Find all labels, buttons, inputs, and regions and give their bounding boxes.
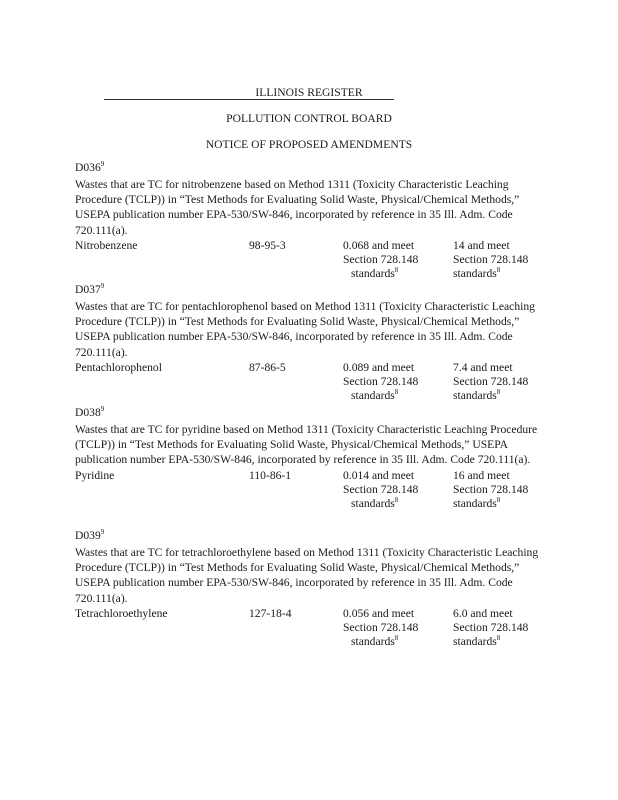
waste-entry-d038 [75, 406, 545, 515]
waste-code: $D036^9$ [75, 160, 105, 174]
waste-code: $D038^9$ [75, 405, 105, 419]
constituent-row [75, 607, 545, 653]
constituent-name: Pyridine [75, 468, 115, 482]
waste-description: Wastes that are TC for pyridine based on Method 1311 (Toxicity Characteristic Leaching Procedure (TCLP)) in “Test Methods for Evaluating Solid Waste, Physical/Chemical Methods,” USEPA publication number EPA-530/SW-846, incorporated by reference in 35 Ill. Adm. Code 720.111(a). [75, 423, 538, 467]
constituent-row [75, 469, 545, 515]
register-title: ILLINOIS REGISTER [255, 86, 363, 99]
nonwastewater-standard: 7.4 and meet Section 728.148 standards$^8$ [453, 360, 529, 402]
waste-description: Wastes that are TC for nitrobenzene based on Method 1311 (Toxicity Characteristic Leaching Procedure (TCLP)) in “Test Methods for Evaluating Solid Waste, Physical/Chemical Methods,” USEPA publication number EPA-530/SW-846, incorporated by reference in 35 Ill. Adm. Code 720.111(a). [75, 178, 520, 237]
board-title: POLLUTION CONTROL BOARD [226, 112, 392, 125]
wastewater-standard: 0.014 and meet Section 728.148 standards$^8$ [343, 468, 419, 510]
waste-description: Wastes that are TC for pentachlorophenol based on Method 1311 (Toxicity Characteristic Leaching Procedure (TCLP)) in “Test Methods for Evaluating Solid Waste, Physical/Chemical Methods,” USEPA publication number EPA-530/SW-846, incorporated by reference in 35 Ill. Adm. Code 720.111(a). [75, 300, 535, 359]
waste-description: Wastes that are TC for tetrachloroethylene based on Method 1311 (Toxicity Characteristic Leaching Procedure (TCLP)) in “Test Methods for Evaluating Solid Waste, Physical/Chemical Methods,” USEPA publication number EPA-530/SW-846, incorporated by reference in 35 Ill. Adm. Code 720.111(a). [75, 546, 539, 605]
cas-number: 98-95-3 [249, 238, 286, 252]
nonwastewater-standard: 6.0 and meet Section 728.148 standards$^8$ [453, 606, 529, 648]
cas-number: 127-18-4 [249, 606, 292, 620]
wastewater-standard: 0.056 and meet Section 728.148 standards$^8$ [343, 606, 419, 648]
nonwastewater-standard: 14 and meet Section 728.148 standards$^8$ [453, 238, 529, 280]
header-rule [104, 99, 394, 100]
waste-entry-d039 [75, 529, 545, 653]
constituent-row [75, 239, 545, 285]
waste-entry-d036 [75, 161, 545, 285]
waste-entry-d037 [75, 283, 545, 407]
waste-code: $D039^9$ [75, 528, 105, 542]
notice-title: NOTICE OF PROPOSED AMENDMENTS [205, 138, 413, 151]
cas-number: 110-86-1 [249, 468, 292, 482]
nonwastewater-standard: 16 and meet Section 728.148 standards$^8$ [453, 468, 529, 510]
wastewater-standard: 0.089 and meet Section 728.148 standards$^8$ [343, 360, 419, 402]
constituent-name: Tetrachloroethylene [75, 606, 168, 620]
constituent-name: Nitrobenzene [75, 238, 138, 252]
cas-number: 87-86-5 [249, 360, 286, 374]
wastewater-standard: 0.068 and meet Section 728.148 standards$^8$ [343, 238, 419, 280]
constituent-name: Pentachlorophenol [75, 360, 162, 374]
constituent-row [75, 361, 545, 407]
waste-code: $D037^9$ [75, 282, 105, 296]
